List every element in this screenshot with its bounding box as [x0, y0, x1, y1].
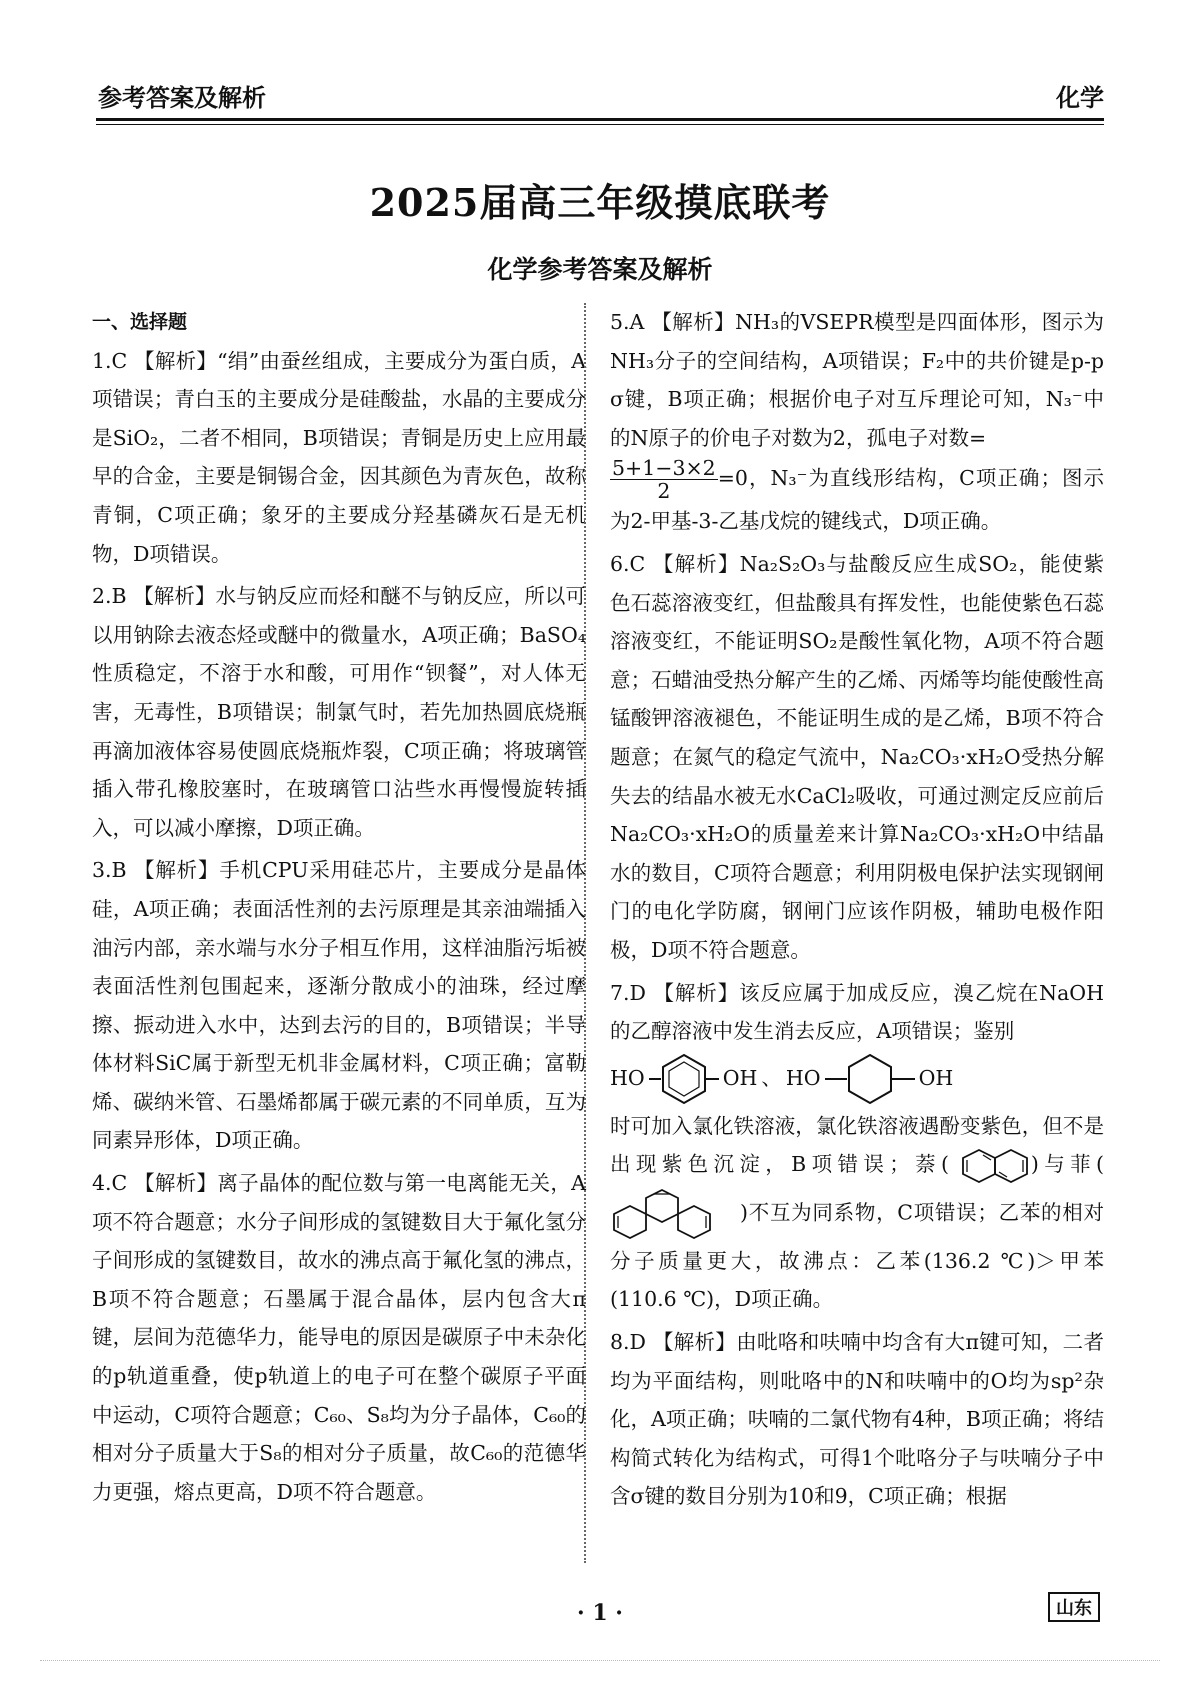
- answer-7-part4: )不互为同系物，C项错误；乙苯的相对分子质量更大，故沸点：乙苯(136.2 ℃)＞甲苯(110.6 ℃)，D项正确。: [610, 1200, 1104, 1312]
- answer-1: 1.C 【解析】“绢”由蚕丝组成，主要成分为蛋白质，A项错误；青白玉的主要成分是硅酸盐，水晶的主要成分是SiO₂，二者不相同，B项错误；青铜是历史上应用最早的合金，主要是铜锡合金，因其颜色为青灰色，故称青铜，C项正确；象牙的主要成分羟基磷灰石是无机物，D项错误。: [92, 348, 586, 566]
- answer-5: [610, 303, 1104, 541]
- structure-row: [610, 1051, 1104, 1107]
- answer-5-part1: 5.A 【解析】NH₃的VSEPR模型是四面体形，图示为NH₃分子的空间结构，A项错误；F₂中的共价键是p-p σ键，B项正确；根据价电子对互斥理论可知，N₃⁻中的N原子的价电子对数为2，孤电子对数=: [610, 310, 1104, 450]
- answer-2: 2.B 【解析】水与钠反应而烃和醚不与钠反应，所以可以用钠除去液态烃或醚中的微量水，A项正确；BaSO₄性质稳定，不溶于水和酸，可用作“钡餐”，对人体无害，无毒性，B项错误；制氯气时，若先加热圆底烧瓶再滴加液体容易使圆底烧瓶炸裂，C项正确；将玻璃管插入带孔橡胶塞时，在玻璃管口沾些水再慢慢旋转插入，可以减小摩擦，D项正确。: [92, 584, 586, 840]
- resorcinol-oh-label: OH: [722, 1066, 758, 1091]
- header-right: 化学: [1056, 84, 1104, 112]
- answer-7: [610, 974, 1104, 1319]
- answer-7-part2: 时可加入氯化铁溶液，氯化铁溶液遇酚变紫色，但不是出现紫色沉淀，B项错误；萘(: [610, 1113, 1104, 1177]
- right-column: [610, 303, 1104, 1520]
- answer-7-part1: 7.D 【解析】该反应属于加成反应，溴乙烷在NaOH的乙醇溶液中发生消去反应，A项错误；鉴别: [610, 980, 1104, 1044]
- answer-4: 4.C 【解析】离子晶体的配位数与第一电离能无关，A项不符合题意；水分子间形成的氢键数目大于氟化氢分子间形成的氢键数目，故水的沸点高于氟化氢的沸点，B项不符合题意；石墨属于混合晶体，层内包含大π键，层间为范德华力，能导电的原因是碳原子中未杂化的p轨道重叠，使p轨道上的电子可在整个碳原子平面中运动，C项符合题意；C₆₀、S₈均为分子晶体，C₆₀的相对分子质量大于S₈的相对分子质量，故C₆₀的范德华力更强，熔点更高，D项不符合题意。: [92, 1171, 586, 1504]
- cyclohexane-ring-icon: [825, 1051, 915, 1107]
- answer-5-part2: =0，N₃⁻为直线形结构，C项正确；图示为2-甲基-3-乙基戊烷的键线式，D项正确。: [610, 466, 1104, 534]
- header-rule: [96, 118, 1104, 121]
- separator: 、: [761, 1066, 782, 1091]
- section-heading: 一、选择题: [92, 311, 188, 333]
- page-subtitle: 化学参考答案及解析: [487, 255, 713, 284]
- fraction-numerator: 5+1−3×2: [612, 456, 716, 481]
- fraction-denominator: 2: [657, 479, 671, 504]
- answer-7-part3: )与菲(: [1030, 1152, 1105, 1177]
- phenanthrene-structure-icon: [610, 1186, 740, 1242]
- naphthalene-structure-icon: [961, 1146, 1031, 1186]
- column-divider: [584, 303, 586, 1563]
- diol-ho-label: HO: [785, 1066, 821, 1091]
- header-rule-thin: [96, 124, 1104, 125]
- answer-3: 3.B 【解析】手机CPU采用硅芯片，主要成分是晶体硅，A项正确；表面活性剂的去污原理是其亲油端插入油污内部，亲水端与水分子相互作用，这样油脂污垢被表面活性剂包围起来，逐渐分散成小的油珠，经过摩擦、振动进入水中，达到去污的目的，B项错误；半导体材料SiC属于新型无机非金属材料，C项正确；富勒烯、碳纳米管、石墨烯都属于碳元素的不同单质，互为同素异形体，D项正确。: [92, 858, 586, 1153]
- diol-oh-label: OH: [918, 1066, 954, 1091]
- header-left: 参考答案及解析: [98, 84, 266, 112]
- answer-6: 6.C 【解析】Na₂S₂O₃与盐酸反应生成SO₂，能使紫色石蕊溶液变红，但盐酸具有挥发性，也能使紫色石蕊溶液变红，不能证明SO₂是酸性氧化物，A项不符合题意；石蜡油受热分解产生的乙烯、丙烯等均能使酸性高锰酸钾溶液褪色，不能证明生成的是乙烯，B项不符合题意；在氮气的稳定气流中，Na₂CO₃·xH₂O受热分解失去的结晶水被无水CaCl₂吸收，可通过测定反应前后Na₂CO₃·xH₂O的质量差来计算Na₂CO₃·xH₂O中结晶水的数目，C项符合题意；利用阴极电保护法实现钢闸门的电化学防腐，钢闸门应该作阴极，辅助电极作阳极，D项不符合题意。: [610, 551, 1104, 962]
- bottom-border: [40, 1660, 1160, 1661]
- province-badge: 山东: [1048, 1592, 1100, 1622]
- resorcinol-ho-label: HO: [610, 1066, 645, 1091]
- page-title: 2025届高三年级摸底联考: [369, 180, 831, 225]
- answer-8: 8.D 【解析】由吡咯和呋喃中均含有大π键可知，二者均为平面结构，则吡咯中的N和呋喃中的O均为sp²杂化，A项正确；呋喃的二氯代物有4种，B项正确；将结构简式转化为结构式，可得1个吡咯分子与呋喃分子中含σ键的数目分别为10和9，C项正确；根据: [610, 1329, 1104, 1509]
- left-column: [92, 303, 586, 1515]
- page-number: · 1 ·: [577, 1600, 623, 1626]
- fraction: [610, 457, 718, 502]
- benzene-ring-icon: [649, 1051, 719, 1107]
